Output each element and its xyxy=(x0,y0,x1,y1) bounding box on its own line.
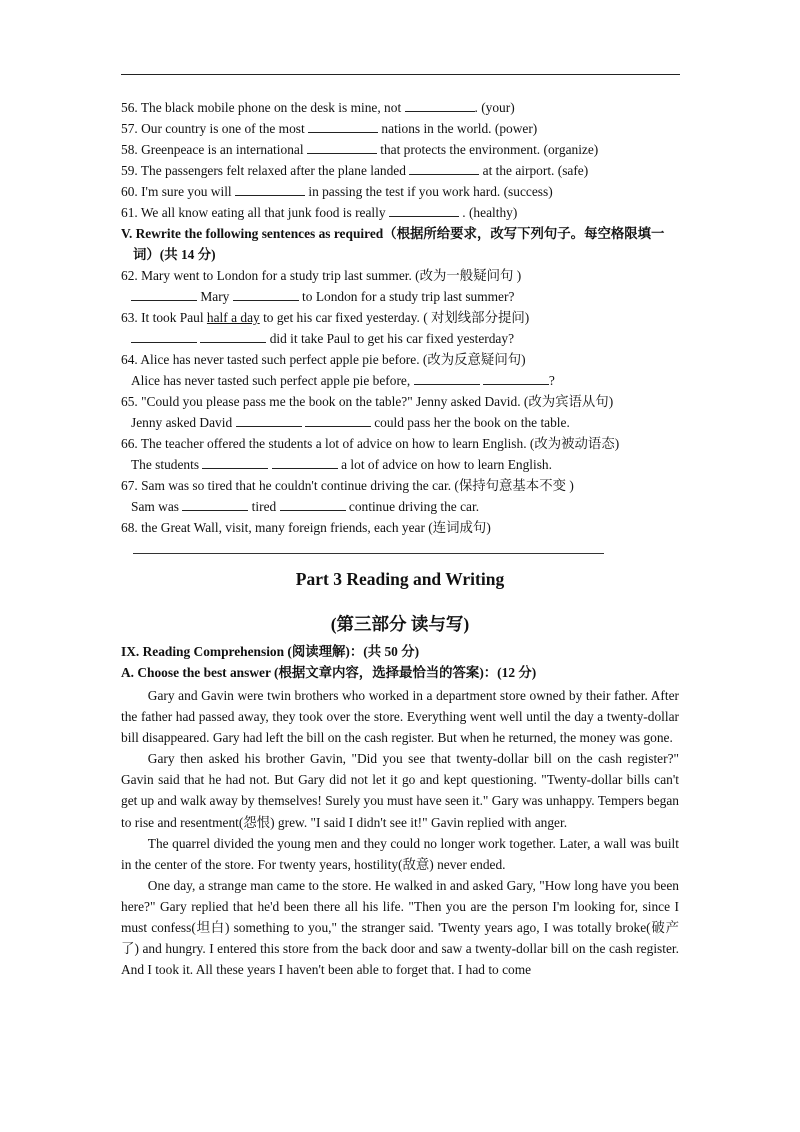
answer-line-64 xyxy=(131,372,555,390)
question-56 xyxy=(121,99,515,117)
question-text: 57. Our country is one of the most xyxy=(121,121,309,136)
question-hint: . (healthy) xyxy=(458,205,518,220)
answer-blank[interactable] xyxy=(405,99,475,112)
reading-passage xyxy=(121,685,679,980)
question-68: 68. the Great Wall, visit, many foreign friends, each year (连词成句) xyxy=(121,520,491,535)
question-hint: that protects the environment. (organize) xyxy=(376,142,599,157)
answer-text: ? xyxy=(548,373,555,388)
answer-blank[interactable] xyxy=(483,372,549,385)
question-text: to get his car fixed yesterday. ( 对划线部分提问) xyxy=(259,310,530,325)
part-3-subtitle: (第三部分 读与写) xyxy=(330,614,470,634)
answer-line-68[interactable] xyxy=(133,553,604,554)
answer-text: Mary xyxy=(197,289,233,304)
question-63 xyxy=(121,309,529,327)
answer-text: could pass her the book on the table. xyxy=(370,415,570,430)
answer-text: The students xyxy=(131,457,203,472)
question-text: 59. The passengers felt relaxed after the plane landed xyxy=(121,163,410,178)
top-rule xyxy=(121,74,680,75)
part-3-title: Part 3 Reading and Writing xyxy=(295,569,505,589)
answer-text: Alice has never tasted such perfect apple pie before, xyxy=(131,373,414,388)
question-59 xyxy=(121,162,588,180)
answer-blank[interactable] xyxy=(272,456,338,469)
question-text: 61. We all know eating all that junk food is really xyxy=(121,205,389,220)
passage-paragraph: The quarrel divided the young men and they could no longer work together. Later, a wall was built in the center of the store. For twenty years, hostility(敌意) never ended. xyxy=(121,835,679,872)
answer-blank[interactable] xyxy=(131,288,197,301)
answer-blank[interactable] xyxy=(308,120,378,133)
answer-text: Jenny asked David xyxy=(131,415,236,430)
answer-text: a lot of advice on how to learn English. xyxy=(337,457,552,472)
question-64: 64. Alice has never tasted such perfect apple pie before. (改为反意疑问句) xyxy=(121,352,526,367)
question-65: 65. "Could you please pass me the book on the table?" Jenny asked David. (改为宾语从句) xyxy=(121,394,614,409)
answer-blank[interactable] xyxy=(233,288,299,301)
question-66: 66. The teacher offered the students a lot of advice on how to learn English. (改为被动语态) xyxy=(121,436,620,451)
answer-text: tired xyxy=(248,499,280,514)
answer-blank[interactable] xyxy=(389,204,459,217)
question-60 xyxy=(121,183,553,201)
answer-text: did it take Paul to get his car fixed yesterday? xyxy=(266,331,515,346)
answer-line-62 xyxy=(131,288,514,306)
answer-blank[interactable] xyxy=(409,162,479,175)
underlined-phrase: half a day xyxy=(206,310,260,325)
section-v-heading: V. Rewrite the following sentences as required（根据所给要求，改写下列句子。每空格限填一 xyxy=(121,226,665,241)
question-hint: at the airport. (safe) xyxy=(479,163,589,178)
answer-blank[interactable] xyxy=(200,330,266,343)
passage-paragraph: Gary and Gavin were twin brothers who worked in a department store owned by their father. After the father had passed away, they took over the store. Everything went well until the day a twenty-dollar bill disappeared. Gary had left the bill on the cash register. But when he returned, the money was gone. xyxy=(121,688,679,746)
section-v-heading-cont: 词）(共 14 分) xyxy=(133,247,216,262)
section-ix-heading: IX. Reading Comprehension (阅读理解)：(共 50 分) xyxy=(121,644,420,659)
answer-text: to London for a study trip last summer? xyxy=(298,289,515,304)
answer-blank[interactable] xyxy=(414,372,480,385)
question-text: 56. The black mobile phone on the desk is mine, not xyxy=(121,100,405,115)
answer-blank[interactable] xyxy=(131,330,197,343)
question-text: 58. Greenpeace is an international xyxy=(121,142,307,157)
question-hint: . (your) xyxy=(474,100,515,115)
answer-blank[interactable] xyxy=(202,456,268,469)
question-hint: nations in the world. (power) xyxy=(378,121,538,136)
question-text: 63. It took Paul xyxy=(121,310,207,325)
section-a-heading: A. Choose the best answer (根据文章内容，选择最恰当的答案)：(12 分) xyxy=(121,665,537,680)
question-text: 60. I'm sure you will xyxy=(121,184,235,199)
answer-blank[interactable] xyxy=(280,498,346,511)
answer-line-66 xyxy=(131,456,552,474)
answer-blank[interactable] xyxy=(307,141,377,154)
question-hint: in passing the test if you work hard. (success) xyxy=(305,184,553,199)
passage-paragraph: Gary then asked his brother Gavin, "Did you see that twenty-dollar bill on the cash register?" Gavin said that he had not. But Gary did not let it go and kept questioning. "Twenty-dollar bills can't get up and walk away by themselves! Surely you must have seen it." Gary was unhappy. Tempers began to rise and resentment(怨恨) grew. "I said I didn't see it!" Gavin replied with anger. xyxy=(121,751,679,830)
question-58 xyxy=(121,141,598,159)
question-62: 62. Mary went to London for a study trip last summer. (改为一般疑问句 ) xyxy=(121,268,522,283)
answer-line-63 xyxy=(131,330,514,348)
answer-text: continue driving the car. xyxy=(345,499,480,514)
answer-blank[interactable] xyxy=(305,414,371,427)
answer-blank[interactable] xyxy=(235,183,305,196)
passage-paragraph: One day, a strange man came to the store. He walked in and asked Gary, "How long have you been here?" Gary replied that he'd been there all his life. "Then you are the person I'm looking for, since I must confess(坦白) something to you," the stranger said. 'Twenty years ago, I was totally broke(破产了) and hungry. I entered this store from the back door and saw a twenty-dollar bill on the cash register. And I took it. All these years I haven't been able to forget that. I had to come xyxy=(121,877,679,978)
answer-line-65 xyxy=(131,414,570,432)
question-67: 67. Sam was so tired that he couldn't continue driving the car. (保持句意基本不变 ) xyxy=(121,478,574,493)
answer-text: Sam was xyxy=(131,499,183,514)
answer-blank[interactable] xyxy=(236,414,302,427)
answer-line-67 xyxy=(131,498,479,516)
question-61 xyxy=(121,204,517,222)
question-57 xyxy=(121,120,537,138)
answer-blank[interactable] xyxy=(182,498,248,511)
